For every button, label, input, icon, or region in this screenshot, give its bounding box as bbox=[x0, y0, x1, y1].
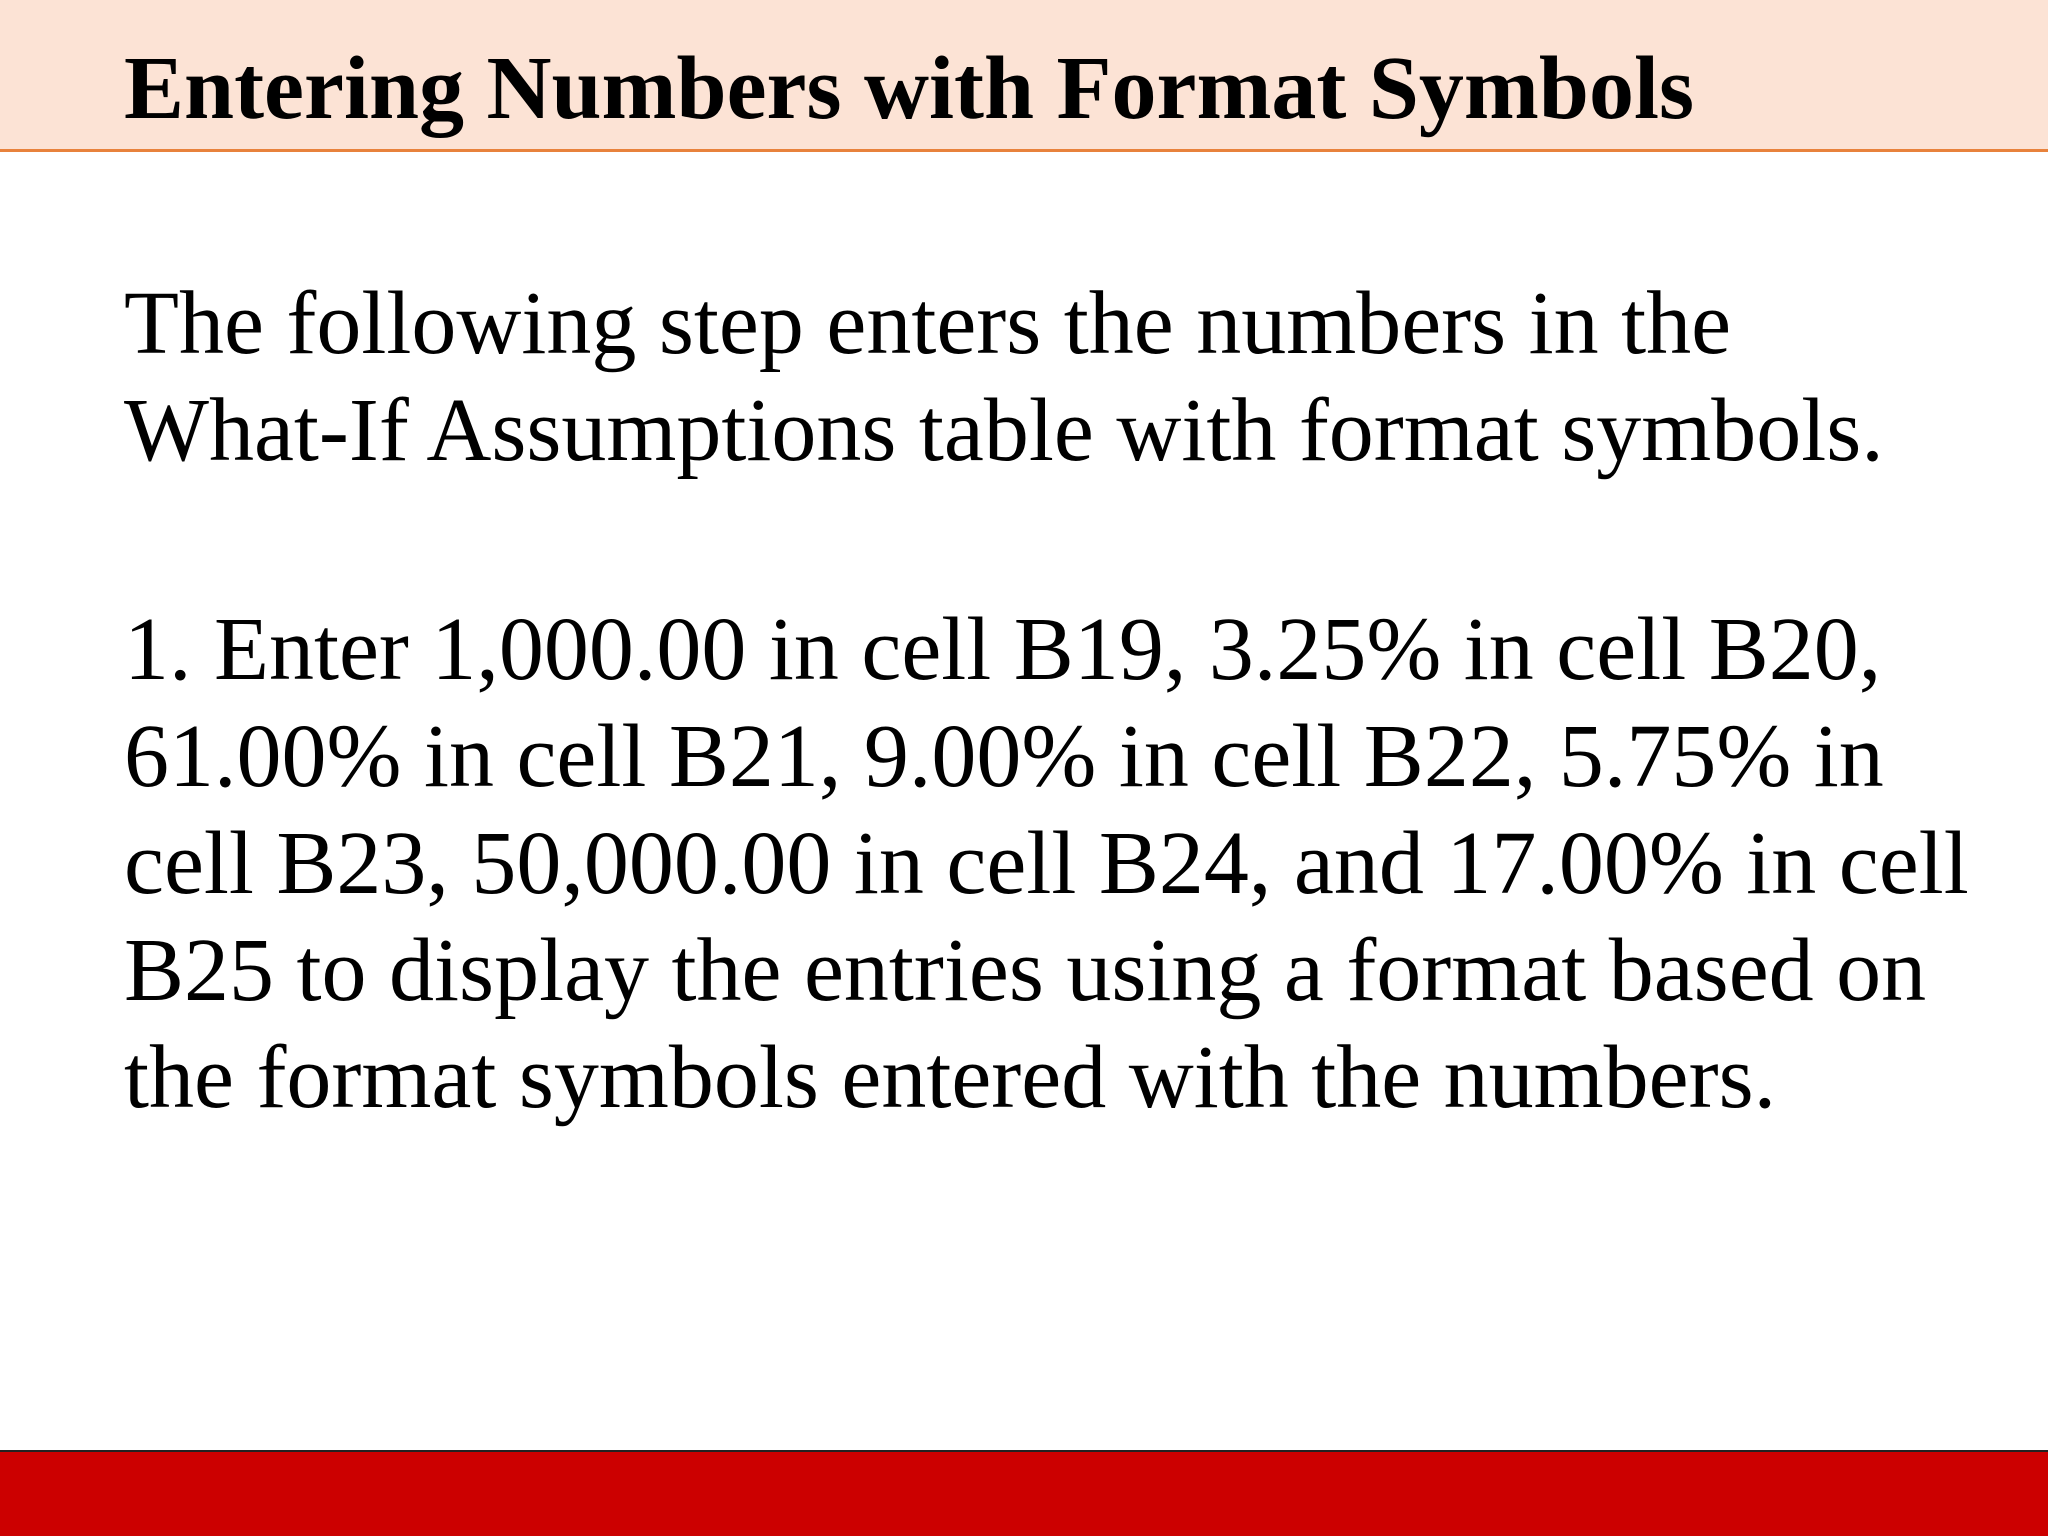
footer-bar bbox=[0, 1450, 2048, 1536]
step-line: cell B23, 50,000.00 in cell B24, and 17.00% in cell bbox=[124, 814, 1969, 913]
step-line: 1. Enter 1,000.00 in cell B19, 3.25% in cell B20, bbox=[124, 600, 1882, 699]
intro-paragraph bbox=[124, 270, 2024, 484]
intro-line: The following step enters the numbers in the bbox=[124, 274, 1732, 373]
step-line: 61.00% in cell B21, 9.00% in cell B22, 5.75% in bbox=[124, 707, 1884, 806]
step-line: the format symbols entered with the numbers. bbox=[124, 1028, 1777, 1127]
step-paragraph bbox=[124, 596, 2024, 1131]
title-bar bbox=[0, 0, 2048, 152]
intro-line: What-If Assumptions table with format symbols. bbox=[124, 381, 1884, 480]
slide-title: Entering Numbers with Format Symbols bbox=[124, 39, 1694, 138]
step-line: B25 to display the entries using a format based on bbox=[124, 921, 1927, 1020]
